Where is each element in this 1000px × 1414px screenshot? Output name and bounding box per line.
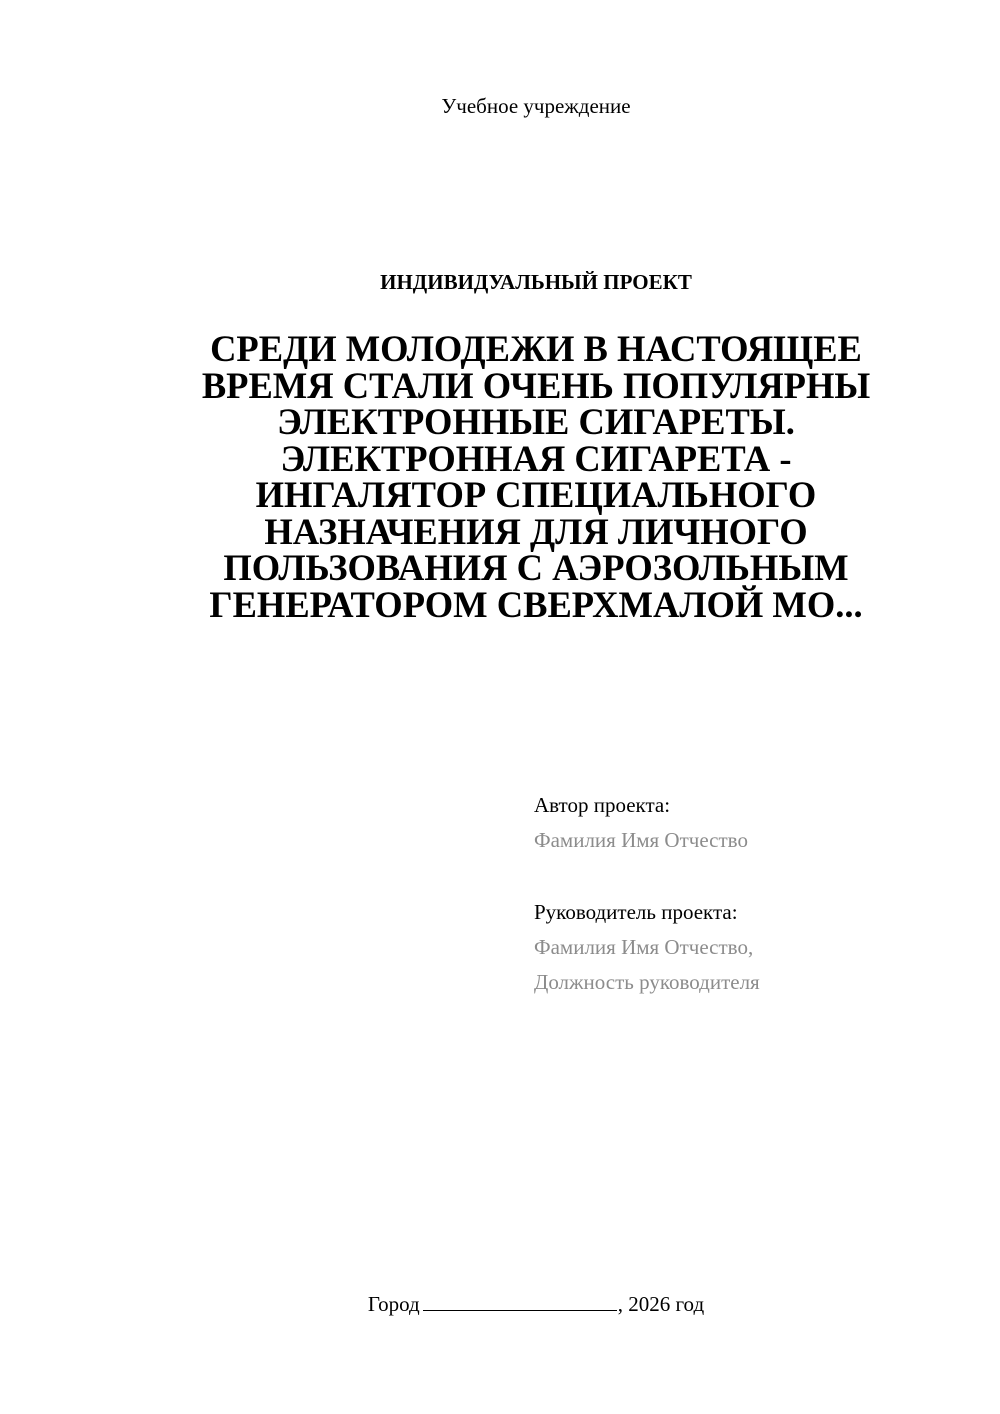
title-line: ВРЕМЯ СТАЛИ ОЧЕНЬ ПОПУЛЯРНЫ <box>201 364 871 406</box>
title-line: ГЕНЕРАТОРОМ СВЕРХМАЛОЙ МО... <box>209 583 863 625</box>
author-name: Фамилия Имя Отчество <box>534 828 748 852</box>
title-line: ЭЛЕКТРОННАЯ СИГАРЕТА - <box>280 437 792 479</box>
supervisor-position: Должность руководителя <box>534 970 760 994</box>
supervisor-name: Фамилия Имя Отчество, <box>534 935 754 959</box>
authors-block <box>534 788 974 1000</box>
supervisor-label: Руководитель проекта: <box>534 900 738 924</box>
year-text: , 2026 год <box>617 1292 705 1316</box>
city-label: Город <box>367 1292 420 1316</box>
author-label: Автор проекта: <box>534 793 671 817</box>
city-blank-line <box>423 1290 617 1311</box>
institution-name: Учебное учреждение <box>441 94 631 118</box>
document-type: ИНДИВИДУАЛЬНЫЙ ПРОЕКТ <box>380 270 692 294</box>
title-line: ПОЛЬЗОВАНИЯ С АЭРОЗОЛЬНЫМ <box>223 547 849 588</box>
city-year-line <box>0 1290 1000 1318</box>
project-title <box>170 328 902 625</box>
title-line: СРЕДИ МОЛОДЕЖИ В НАСТОЯЩЕЕ <box>210 328 862 369</box>
title-line: ЭЛЕКТРОННЫЕ СИГАРЕТЫ. <box>277 401 795 442</box>
title-line: ИНГАЛЯТОР СПЕЦИАЛЬНОГО <box>255 474 817 515</box>
spacer <box>534 858 974 895</box>
title-line: НАЗНАЧЕНИЯ ДЛЯ ЛИЧНОГО <box>264 510 808 552</box>
